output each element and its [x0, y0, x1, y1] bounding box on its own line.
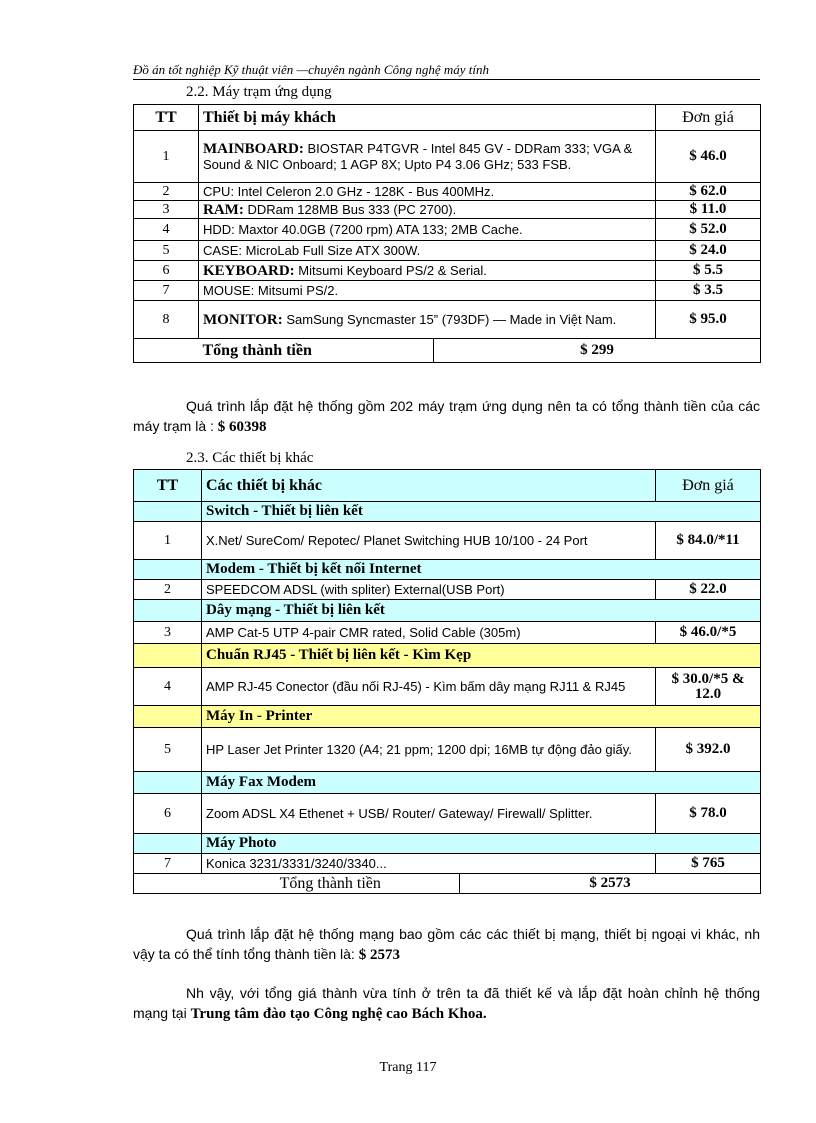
category-row	[134, 772, 761, 794]
row-tt: 5	[134, 728, 202, 772]
row-tt: 2	[134, 183, 199, 201]
row-tt: 3	[134, 622, 202, 644]
row-text: SamSung Syncmaster 15” (793DF) — Made in Việt Nam.	[282, 311, 617, 327]
row-price: $ 392.0	[656, 728, 761, 772]
row-text: BIOSTAR P4TGVR - Intel 845 GV - DDRam 333; VGA & Sound & NIC Onboard; 1 AGP 8X; Upto P4 3.06 GHz; 533 FSB.	[203, 141, 633, 172]
row-price: $ 3.5	[656, 281, 761, 301]
row-key: MONITOR:	[203, 311, 283, 328]
table-header-row	[134, 105, 761, 131]
row-tt: 5	[134, 241, 199, 261]
total-row	[134, 339, 761, 363]
col-tt: TT	[134, 105, 199, 131]
row-key: RAM:	[203, 201, 244, 218]
table-row	[134, 131, 761, 183]
center-name: Trung tâm đào tạo Công nghệ cao Bách Khoa.	[190, 1006, 487, 1022]
row-tt: 1	[134, 131, 199, 183]
row-tt: 8	[134, 301, 199, 339]
table-row	[134, 622, 761, 644]
row-price: $ 95.0	[656, 301, 761, 339]
other-devices-table	[133, 469, 761, 894]
row-desc	[199, 301, 656, 339]
row-desc	[199, 219, 656, 241]
row-key: KEYBOARD:	[203, 262, 295, 279]
page-number: Trang 117	[379, 1060, 437, 1075]
row-price: $ 62.0	[656, 183, 761, 201]
table-row	[134, 668, 761, 706]
table-row	[134, 580, 761, 600]
category-label: Switch - Thiết bị liên kết	[202, 502, 761, 522]
col-item: Các thiết bị khác	[202, 470, 656, 502]
row-price: $ 765	[656, 854, 761, 874]
category-row	[134, 600, 761, 622]
table-row	[134, 183, 761, 201]
row-desc: HP Laser Jet Printer 1320 (A4; 21 ppm; 1200 dpi; 16MB tự động đảo giấy.	[202, 728, 656, 772]
category-label: Modem - Thiết bị kết nối Internet	[202, 560, 761, 580]
row-text: DDRam 128MB Bus 333 (PC 2700).	[243, 201, 457, 217]
total-value: $ 2573	[460, 874, 761, 894]
row-tt: 6	[134, 261, 199, 281]
table-row	[134, 261, 761, 281]
row-tt: 1	[134, 522, 202, 560]
paragraph-conclusion: Nh vậy, với tổng giá thành vừa tính ở trên ta đã thiết kế và lắp đặt hoàn chỉnh hệ thống mạng tại Trung tâm đào tạo Công nghệ cao Bách Khoa.	[133, 985, 760, 1022]
table-row	[134, 201, 761, 219]
row-desc	[199, 183, 656, 201]
row-price: $ 46.0	[656, 131, 761, 183]
row-price: $ 30.0/*5 & 12.0	[656, 668, 761, 706]
row-desc: AMP RJ-45 Conector (đầu nối RJ-45) - Kìm bấm dây mạng RJ11 & RJ45	[202, 668, 656, 706]
row-tt: 2	[134, 580, 202, 600]
table-row	[134, 794, 761, 834]
row-tt: 7	[134, 854, 202, 874]
category-label: Chuẩn RJ45 - Thiết bị liên kết - Kìm Kẹp	[202, 644, 761, 668]
row-price: $ 22.0	[656, 580, 761, 600]
row-price: $ 11.0	[656, 201, 761, 219]
col-price: Đơn giá	[656, 470, 761, 502]
total-label: Tổng thành tiền	[199, 339, 434, 363]
total-row	[134, 874, 761, 894]
row-tt: 7	[134, 281, 199, 301]
row-text: CPU: Intel Celeron 2.0 GHz - 128K - Bus 400MHz.	[203, 183, 495, 199]
row-price: $ 5.5	[656, 261, 761, 281]
row-tt: 4	[134, 219, 199, 241]
col-price: Đơn giá	[656, 105, 761, 131]
table-row	[134, 301, 761, 339]
table-header-row	[134, 470, 761, 502]
section-heading-other-devices: 2.3. Các thiết bị khác	[186, 450, 314, 466]
category-label: Máy Photo	[202, 834, 761, 854]
category-label: Máy Fax Modem	[202, 772, 761, 794]
row-desc: SPEEDCOM ADSL (with spliter) External(USB Port)	[202, 580, 656, 600]
table-row	[134, 728, 761, 772]
row-desc: AMP Cat-5 UTP 4-pair CMR rated, Solid Cable (305m)	[202, 622, 656, 644]
row-text: CASE: MicroLab Full Size ATX 300W.	[203, 242, 421, 258]
row-desc	[199, 261, 656, 281]
total-value: $ 299	[434, 339, 761, 363]
workstation-table	[133, 104, 761, 363]
row-desc	[199, 241, 656, 261]
row-text: HDD: Maxtor 40.0GB (7200 rpm) ATA 133; 2MB Cache.	[203, 221, 523, 237]
row-price: $ 24.0	[656, 241, 761, 261]
col-item: Thiết bị máy khách	[199, 105, 656, 131]
category-label: Máy In - Printer	[202, 706, 761, 728]
category-label: Dây mạng - Thiết bị liên kết	[202, 600, 761, 622]
category-row	[134, 644, 761, 668]
row-desc: Zoom ADSL X4 Ethenet + USB/ Router/ Gateway/ Firewall/ Splitter.	[202, 794, 656, 834]
page-header: Đồ án tốt nghiệp Kỹ thuật viên —chuyên ngành Công nghệ máy tính	[133, 62, 760, 80]
table-row	[134, 854, 761, 874]
row-key: MAINBOARD:	[203, 141, 304, 157]
devices-total-value: $ 2573	[358, 947, 400, 963]
category-row	[134, 706, 761, 728]
row-price: $ 78.0	[656, 794, 761, 834]
col-tt: TT	[134, 470, 202, 502]
category-row	[134, 502, 761, 522]
table-row	[134, 219, 761, 241]
row-tt: 4	[134, 668, 202, 706]
row-text: Mitsumi Keyboard PS/2 & Serial.	[294, 262, 487, 278]
row-text: MOUSE: Mitsumi PS/2.	[203, 282, 339, 298]
paragraph-devices-total: Quá trình lắp đặt hệ thống mạng bao gồm các các thiết bị mạng, thiết bị ngoại vi khác, nh vậy ta có thể tính tổng thành tiền là: $ 2573	[133, 926, 760, 963]
category-row	[134, 560, 761, 580]
row-desc	[199, 131, 656, 183]
row-price: $ 46.0/*5	[656, 622, 761, 644]
workstation-total-value: $ 60398	[217, 419, 267, 435]
total-label: Tổng thành tiền	[202, 874, 460, 894]
table-row	[134, 522, 761, 560]
row-tt: 3	[134, 201, 199, 219]
row-desc: X.Net/ SureCom/ Repotec/ Planet Switching HUB 10/100 - 24 Port	[202, 522, 656, 560]
row-price: $ 52.0	[656, 219, 761, 241]
row-desc	[199, 281, 656, 301]
row-price: $ 84.0/*11	[656, 522, 761, 560]
row-desc	[199, 201, 656, 219]
table-row	[134, 281, 761, 301]
paragraph-workstation-total: Quá trình lắp đặt hệ thống gồm 202 máy trạm ứng dụng nên ta có tổng thành tiền của các máy trạm là : $ 60398	[133, 398, 760, 435]
row-desc: Konica 3231/3331/3240/3340...	[202, 854, 656, 874]
category-row	[134, 834, 761, 854]
row-tt: 6	[134, 794, 202, 834]
table-row	[134, 241, 761, 261]
section-heading-workstations: 2.2. Máy trạm ứng dụng	[186, 84, 332, 100]
